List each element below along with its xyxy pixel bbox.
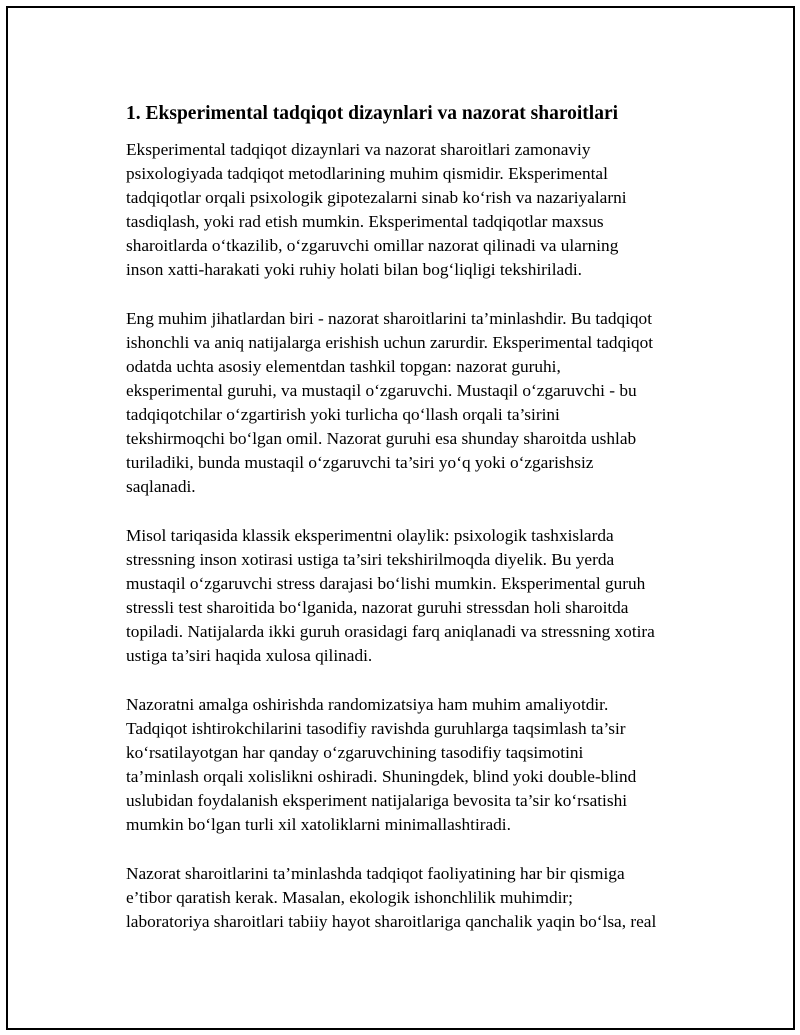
paragraph bbox=[126, 693, 696, 837]
text-line: turiladiki, bunda mustaqil o‘zgaruvchi ta’siri yo‘q yoki o‘zgarishsiz bbox=[126, 453, 594, 472]
text-line: ishonchli va aniq natijalarga erishish uchun zarurdir. Eksperimental tadqiqot bbox=[126, 333, 654, 352]
text-line: tekshirmoqchi bo‘lgan omil. Nazorat guruhi esa shunday sharoitda ushlab bbox=[126, 429, 637, 448]
text-line: ta’minlash orqali xolislikni oshiradi. Shuningdek, blind yoki double-blind bbox=[126, 767, 637, 786]
paragraph bbox=[126, 138, 696, 282]
text-line: stressli test sharoitida bo‘lganida, nazorat guruhi stressdan holi sharoitda bbox=[126, 598, 629, 617]
text-line: topiladi. Natijalarda ikki guruh orasidagi farq aniqlanadi va stressning xotira bbox=[126, 622, 655, 641]
paragraph bbox=[126, 524, 696, 668]
text-line: mumkin bo‘lgan turli xil xatoliklarni minimallashtiradi. bbox=[126, 815, 511, 834]
text-line: Misol tariqasida klassik eksperimentni olaylik: psixologik tashxislarda bbox=[126, 526, 614, 545]
document-body bbox=[126, 100, 696, 959]
text-line: Tadqiqot ishtirokchilarini tasodifiy ravishda guruhlarga taqsimlash ta’sir bbox=[126, 719, 626, 738]
text-line: stressning inson xotirasi ustiga ta’siri tekshirilmoqda diyelik. Bu yerda bbox=[126, 550, 615, 569]
text-line: inson xatti-harakati yoki ruhiy holati bilan bog‘liqligi tekshiriladi. bbox=[126, 260, 582, 279]
text-line: psixologiyada tadqiqot metodlarining muhim qismidir. Eksperimental bbox=[126, 164, 608, 183]
text-line: ko‘rsatilayotgan har qanday o‘zgaruvchining tasodifiy taqsimotini bbox=[126, 743, 584, 762]
text-line: e’tibor qaratish kerak. Masalan, ekologik ishonchlilik muhimdir; bbox=[126, 888, 573, 907]
text-line: Nazorat sharoitlarini ta’minlashda tadqiqot faoliyatining har bir qismiga bbox=[126, 864, 625, 883]
text-line: sharoitlarda o‘tkazilib, o‘zgaruvchi omillar nazorat qilinadi va ularning bbox=[126, 236, 619, 255]
paragraph bbox=[126, 307, 696, 499]
text-line: ustiga ta’siri haqida xulosa qilinadi. bbox=[126, 646, 373, 665]
text-line: odatda uchta asosiy elementdan tashkil topgan: nazorat guruhi, bbox=[126, 357, 561, 376]
text-line: Eksperimental tadqiqot dizaynlari va nazorat sharoitlari zamonaviy bbox=[126, 140, 591, 159]
text-line: eksperimental guruhi, va mustaqil o‘zgaruvchi. Mustaqil o‘zgaruvchi - bu bbox=[126, 381, 637, 400]
text-line: mustaqil o‘zgaruvchi stress darajasi bo‘lishi mumkin. Eksperimental guruh bbox=[126, 574, 646, 593]
paragraph bbox=[126, 862, 696, 934]
text-line: uslubidan foydalanish eksperiment natijalariga bevosita ta’sir ko‘rsatishi bbox=[126, 791, 628, 810]
text-line: tadqiqotlar orqali psixologik gipotezalarni sinab ko‘rish va nazariyalarni bbox=[126, 188, 627, 207]
text-line: tadqiqotchilar o‘zgartirish yoki turlicha qo‘llash orqali ta’sirini bbox=[126, 405, 560, 424]
section-heading: 1. Eksperimental tadqiqot dizaynlari va nazorat sharoitlari bbox=[126, 103, 619, 124]
text-line: saqlanadi. bbox=[126, 477, 196, 496]
text-line: Eng muhim jihatlardan biri - nazorat sharoitlarini ta’minlashdir. Bu tadqiqot bbox=[126, 309, 652, 328]
text-line: tasdiqlash, yoki rad etish mumkin. Eksperimental tadqiqotlar maxsus bbox=[126, 212, 604, 231]
page-frame bbox=[6, 6, 795, 1030]
text-line: Nazoratni amalga oshirishda randomizatsiya ham muhim amaliyotdir. bbox=[126, 695, 609, 714]
text-line: laboratoriya sharoitlari tabiiy hayot sharoitlariga qanchalik yaqin bo‘lsa, real bbox=[126, 912, 657, 931]
